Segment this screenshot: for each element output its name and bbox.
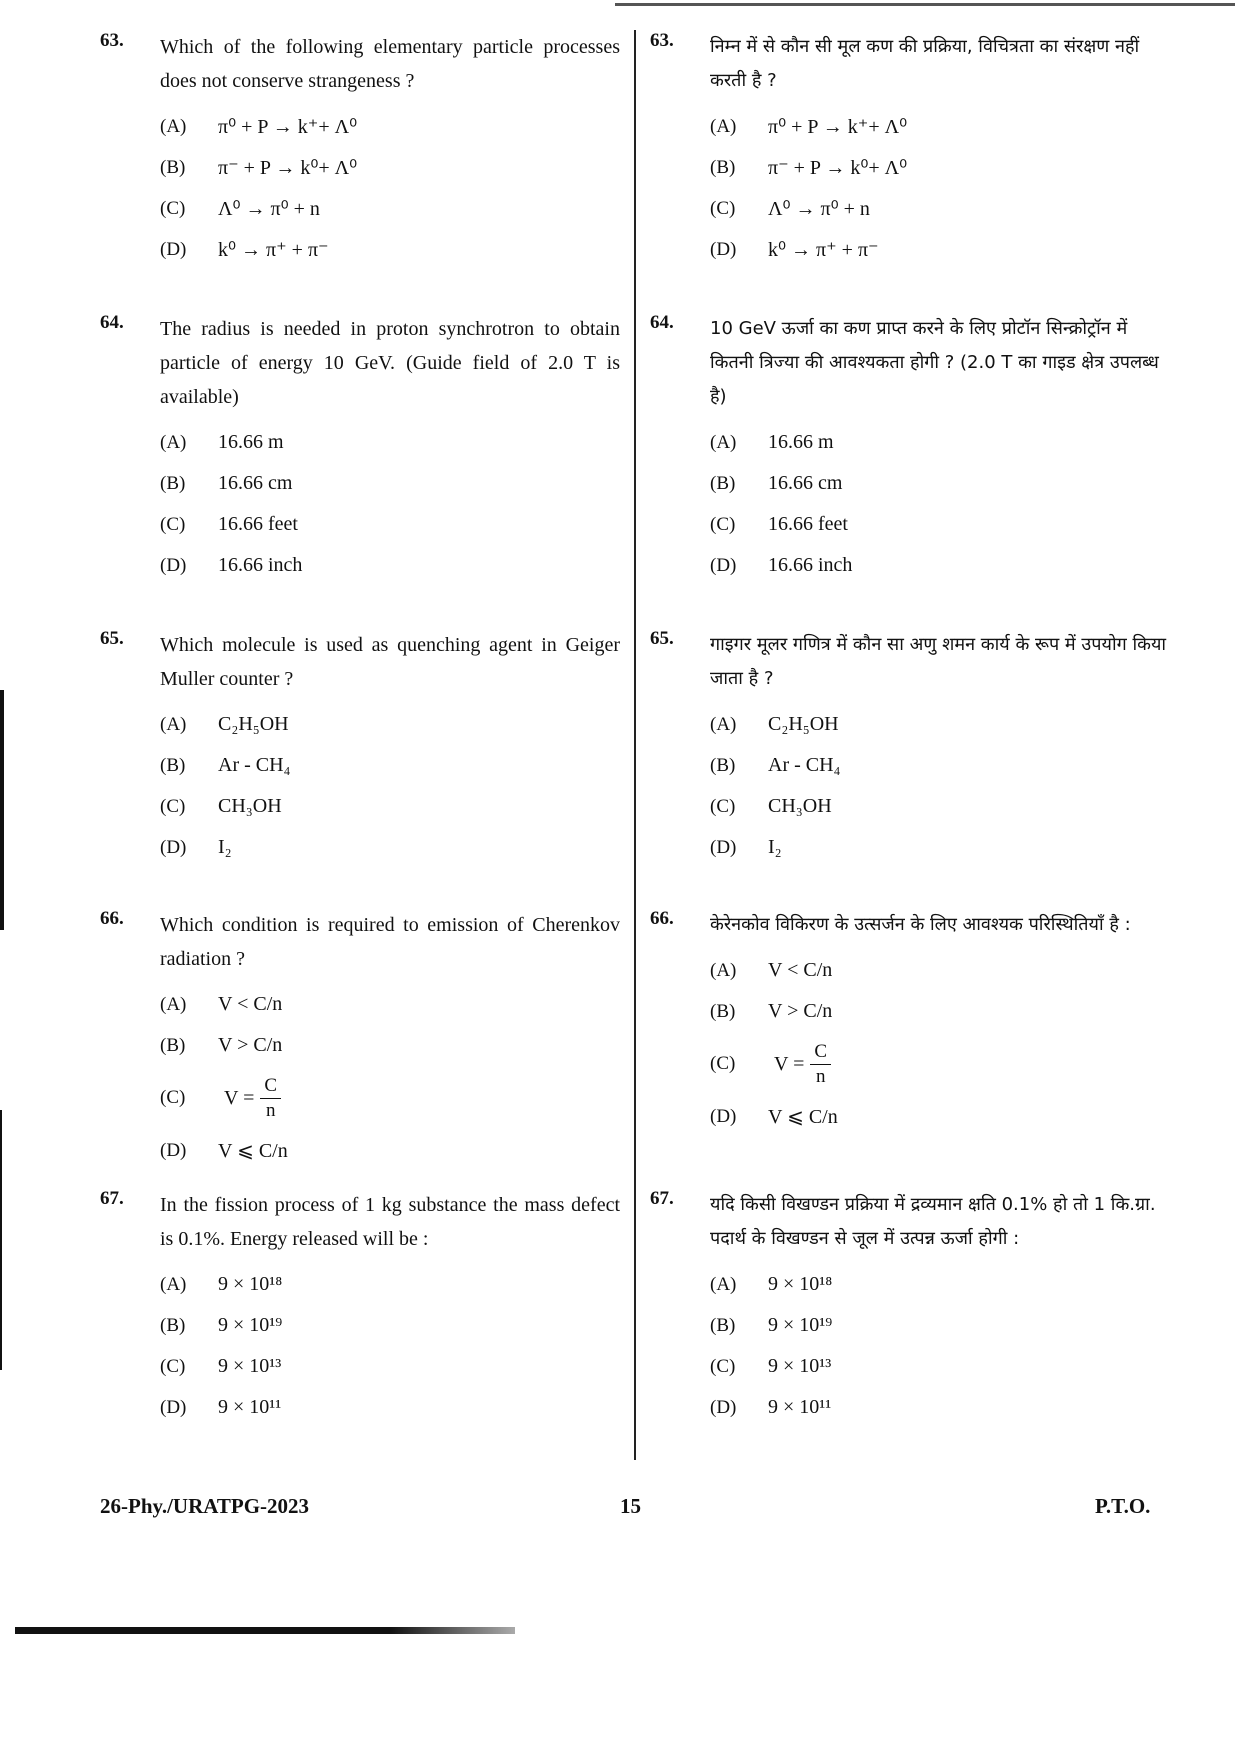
option-c: (C) CH₃OH	[710, 795, 832, 817]
option-list	[710, 950, 1170, 1137]
question-number: 63.	[650, 30, 674, 51]
question-text: केरेनकोव विकिरण के उत्सर्जन के लिए आवश्यक परिस्थितियाँ है :	[710, 914, 1131, 935]
top-rule	[615, 3, 1235, 6]
option-d: (D) 9 × 10¹¹	[160, 1396, 282, 1418]
question-63-en	[100, 30, 620, 270]
fraction: $\frac{C}{n}$	[810, 1040, 831, 1089]
question-67-en	[100, 1188, 620, 1428]
question-64-hi	[650, 312, 1170, 586]
page-number: 15	[620, 1494, 641, 1518]
option-b: (B) V > C/n	[160, 1034, 283, 1056]
question-text: यदि किसी विखण्डन प्रक्रिया में द्रव्यमान क्षति 0.1% हो तो 1 कि.ग्रा. पदार्थ के विखण्डन से जूल में उत्पन्न ऊर्जा होगी :	[710, 1194, 1156, 1249]
option-b: (B) Ar - CH₄	[710, 754, 841, 776]
option-list	[710, 1264, 1170, 1428]
option-d: (D) V ⩽ C/n	[710, 1105, 838, 1128]
fraction: $\frac{C}{n}$	[260, 1074, 281, 1123]
option-b: (B) π⁻ + P → k⁰+ Λ⁰	[160, 156, 358, 179]
option-b: (B) 9 × 10¹⁹	[160, 1314, 283, 1336]
option-list	[160, 422, 620, 586]
option-c: (C) Λ⁰ → π⁰ + n	[160, 197, 320, 220]
option-c: (C) 16.66 feet	[710, 513, 848, 535]
pto-label: P.T.O.	[1095, 1494, 1151, 1518]
question-text: Which of the following elementary particle processes does not conserve strangeness ?	[160, 36, 620, 92]
option-list	[160, 704, 620, 868]
option-d: (D) V ⩽ C/n	[160, 1139, 288, 1162]
option-b: (B) 16.66 cm	[710, 472, 843, 494]
question-66-en	[100, 908, 620, 1171]
option-d: (D) 16.66 inch	[710, 554, 853, 576]
question-65-en	[100, 628, 620, 868]
option-d: (D) I₂	[160, 836, 232, 858]
option-b: (B) 16.66 cm	[160, 472, 293, 494]
option-b: (B) 9 × 10¹⁹	[710, 1314, 833, 1336]
question-text: The radius is needed in proton synchrotron to obtain particle of energy 10 GeV. (Guide field of 2.0 T is available)	[160, 318, 620, 408]
question-64-en	[100, 312, 620, 586]
bottom-rule	[15, 1627, 515, 1634]
option-c: (C) Λ⁰ → π⁰ + n	[710, 197, 870, 220]
option-a: (A) 9 × 10¹⁸	[160, 1273, 283, 1295]
option-list	[160, 106, 620, 270]
option-b: (B) V > C/n	[710, 1000, 833, 1022]
option-a: (A) 16.66 m	[160, 431, 284, 453]
question-66-hi	[650, 908, 1170, 1137]
option-a: (A) π⁰ + P → k⁺+ Λ⁰	[710, 115, 908, 138]
option-a: (A) V < C/n	[160, 993, 283, 1015]
option-a: (A) C₂H₅OH	[710, 713, 839, 735]
option-b: (B) π⁻ + P → k⁰+ Λ⁰	[710, 156, 908, 179]
question-number: 66.	[650, 908, 674, 929]
option-a: (A) V < C/n	[710, 959, 833, 981]
question-number: 66.	[100, 908, 124, 929]
footer-exam-code: 26-Phy./URATPG-2023	[100, 1494, 310, 1518]
question-number: 67.	[100, 1188, 124, 1209]
question-number: 65.	[100, 628, 124, 649]
option-c: (C) 9 × 10¹³	[160, 1355, 282, 1377]
question-number: 64.	[650, 312, 674, 333]
option-a: (A) 9 × 10¹⁸	[710, 1273, 833, 1295]
option-list	[710, 704, 1170, 868]
question-text: In the fission process of 1 kg substance the mass defect is 0.1%. Energy released will be :	[160, 1194, 620, 1250]
question-number: 65.	[650, 628, 674, 649]
question-text: 10 GeV ऊर्जा का कण प्राप्त करने के लिए प्रोटॉन सिन्क्रोट्रॉन में कितनी त्रिज्या की आवश्यकता होगी ? (2.0 T का गाइड क्षेत्र उपलब्ध है)	[710, 318, 1159, 407]
option-b: (B) Ar - CH₄	[160, 754, 291, 776]
option-list	[710, 422, 1170, 586]
question-number: 63.	[100, 30, 124, 51]
question-text: Which condition is required to emission of Cherenkov radiation ?	[160, 914, 620, 970]
question-63-hi	[650, 30, 1170, 270]
scan-edge-mark	[0, 690, 4, 930]
question-text: गाइगर मूलर गणित्र में कौन सा अणु शमन कार्य के रूप में उपयोग किया जाता है ?	[710, 634, 1167, 689]
option-list	[160, 1264, 620, 1428]
question-number: 64.	[100, 312, 124, 333]
question-65-hi	[650, 628, 1170, 868]
question-text: निम्न में से कौन सी मूल कण की प्रक्रिया, विचित्रता का संरक्षण नहीं करती है ?	[710, 36, 1140, 91]
option-c: (C) 9 × 10¹³	[710, 1355, 832, 1377]
option-d: (D) 9 × 10¹¹	[710, 1396, 832, 1418]
option-c: (C) CH₃OH	[160, 795, 282, 817]
option-c: (C) V = $\frac{C}{n}$	[160, 1066, 620, 1130]
column-divider	[634, 30, 636, 1460]
option-d: (D) I₂	[710, 836, 782, 858]
option-list	[160, 984, 620, 1171]
option-a: (A) 16.66 m	[710, 431, 834, 453]
option-a: (A) C₂H₅OH	[160, 713, 289, 735]
option-d: (D) 16.66 inch	[160, 554, 303, 576]
option-list	[710, 106, 1170, 270]
option-d: (D) k⁰ → π⁺ + π⁻	[710, 238, 879, 261]
scan-edge-mark	[0, 1110, 2, 1370]
option-c: (C) 16.66 feet	[160, 513, 298, 535]
question-number: 67.	[650, 1188, 674, 1209]
option-a: (A) π⁰ + P → k⁺+ Λ⁰	[160, 115, 358, 138]
option-c: (C) V = $\frac{C}{n}$	[710, 1032, 1170, 1096]
question-67-hi	[650, 1188, 1170, 1428]
option-d: (D) k⁰ → π⁺ + π⁻	[160, 238, 329, 261]
question-text: Which molecule is used as quenching agent in Geiger Muller counter ?	[160, 634, 620, 690]
